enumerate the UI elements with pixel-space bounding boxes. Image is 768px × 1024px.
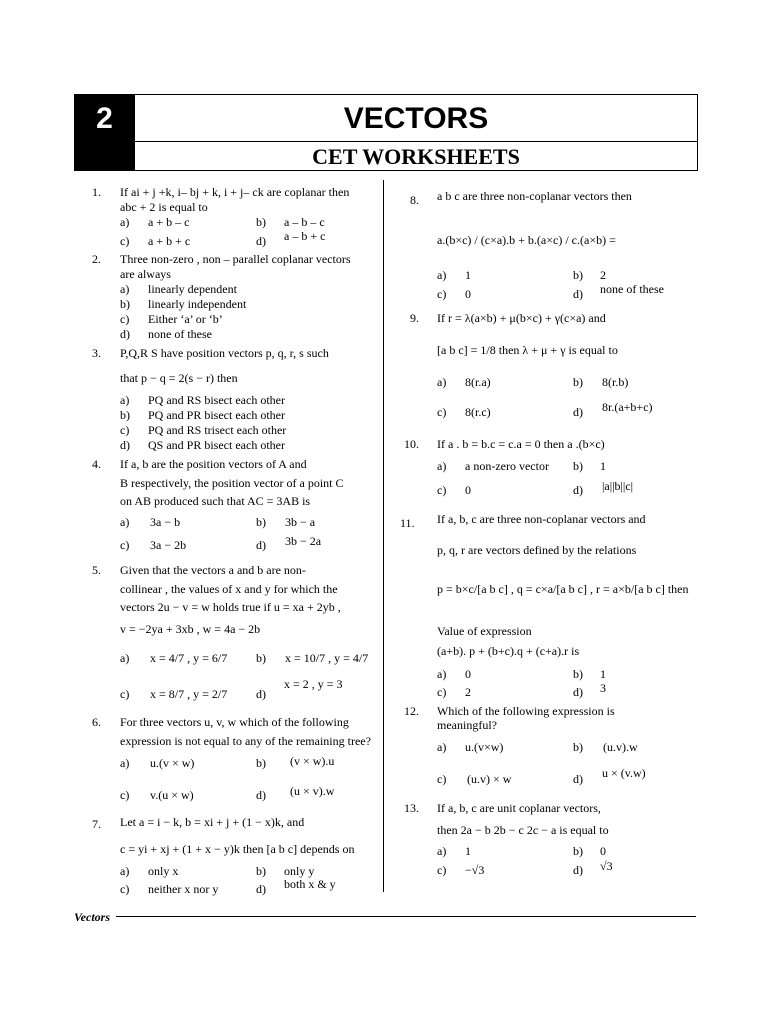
option-label: b) (573, 667, 583, 681)
question-number: 1. (92, 185, 101, 199)
option-text: Either ‘a’ or ‘b’ (148, 312, 223, 326)
question-text: If a, b are the position vectors of A and (120, 457, 307, 471)
question-number: 3. (92, 346, 101, 360)
option-label: a) (120, 393, 130, 407)
question-text: p = b×c/[a b c] , q = c×a/[a b c] , r = a×b/[a b c] then (437, 582, 689, 596)
question-text: If ai + j +k, i– bj + k, i + j– ck are coplanar then (120, 185, 350, 199)
option-label: a) (120, 864, 130, 878)
option-label: b) (256, 215, 266, 229)
option-label: d) (573, 405, 583, 419)
option-text: (u × v).w (290, 784, 335, 798)
question-text: that p − q = 2(s − r) then (120, 371, 238, 385)
option-text: a + b + c (148, 234, 191, 248)
option-text: √3 (600, 859, 613, 873)
option-label: c) (437, 483, 447, 497)
question-text: v = −2ya + 3xb , w = 4a − 2b (120, 622, 261, 636)
question-number: 12. (404, 704, 419, 718)
option-label: a) (120, 651, 130, 665)
option-text: 1 (600, 667, 606, 681)
option-label: b) (256, 651, 266, 665)
option-text: x = 2 , y = 3 (284, 677, 343, 691)
question-text: (a+b). p + (b+c).q + (c+a).r is (437, 644, 580, 658)
option-label: b) (256, 515, 266, 529)
option-label: a) (437, 375, 447, 389)
column-divider (383, 180, 384, 892)
option-label: a) (120, 215, 130, 229)
option-label: c) (437, 405, 447, 419)
option-label: c) (437, 863, 447, 877)
question-number: 7. (92, 817, 101, 831)
option-text: a – b – c (284, 215, 325, 229)
option-text: only x (148, 864, 179, 878)
question-number: 9. (410, 311, 419, 325)
option-label: d) (256, 234, 266, 248)
option-text: PQ and RS bisect each other (148, 393, 285, 407)
option-label: d) (120, 327, 130, 341)
chapter-number: 2 (96, 102, 113, 135)
option-label: b) (256, 756, 266, 770)
option-text: 1 (600, 459, 606, 473)
option-label: b) (573, 740, 583, 754)
option-label: b) (256, 864, 266, 878)
option-text: x = 10/7 , y = 4/7 (285, 651, 369, 665)
option-text: none of these (148, 327, 212, 341)
option-label: a) (120, 756, 130, 770)
option-text: QS and PR bisect each other (148, 438, 285, 452)
question-text: Which of the following expression is (437, 704, 615, 718)
option-text: 2 (465, 685, 471, 699)
question-number: 4. (92, 457, 101, 471)
question-text: Let a = i − k, b = xi + j + (1 − x)k, and (120, 815, 305, 829)
option-text: u.(v×w) (465, 740, 504, 754)
question-text: expression is not equal to any of the remaining tree? (120, 734, 371, 748)
option-label: a) (437, 667, 447, 681)
option-label: c) (120, 538, 130, 552)
option-text: 1 (465, 844, 471, 858)
option-label: b) (120, 297, 130, 311)
question-number: 10. (404, 437, 419, 451)
option-text: a non-zero vector (465, 459, 549, 473)
question-text: [a b c] = 1/8 then λ + μ + γ is equal to (437, 343, 618, 357)
option-label: c) (120, 687, 130, 701)
option-label: b) (573, 844, 583, 858)
option-label: a) (437, 268, 447, 282)
question-text: c = yi + xj + (1 + x − y)k then [a b c] depends on (120, 842, 355, 856)
option-text: −√3 (465, 863, 485, 877)
option-label: d) (256, 538, 266, 552)
option-text: 8(r.a) (465, 375, 491, 389)
question-text: If a, b, c are three non-coplanar vectors and (437, 512, 646, 526)
question-text: vectors 2u − v = w holds true if u = xa + 2yb , (120, 600, 341, 614)
option-text: 3b − 2a (285, 534, 322, 548)
option-text: neither x nor y (148, 882, 219, 896)
option-text: (u.v).w (603, 740, 638, 754)
question-text: For three vectors u, v, w which of the following (120, 715, 349, 729)
option-text: linearly dependent (148, 282, 237, 296)
question-text: p, q, r are vectors defined by the relations (437, 543, 637, 557)
option-text: PQ and RS trisect each other (148, 423, 287, 437)
question-text: If a, b, c are unit coplanar vectors, (437, 801, 601, 815)
option-text: 2 (600, 268, 606, 282)
option-text: only y (284, 864, 315, 878)
option-label: a) (437, 459, 447, 473)
option-text: linearly independent (148, 297, 247, 311)
option-text: 0 (600, 844, 606, 858)
option-text: 8(r.c) (465, 405, 491, 419)
option-text: (v × w).u (290, 754, 335, 768)
question-text: then 2a − b 2b − c 2c − a is equal to (437, 823, 609, 837)
option-label: b) (120, 408, 130, 422)
option-label: d) (256, 882, 266, 896)
option-text: 0 (465, 483, 471, 497)
option-label: d) (120, 438, 130, 452)
question-text: B respectively, the position vector of a point C (120, 476, 344, 490)
page-subtitle: CET WORKSHEETS (134, 141, 698, 171)
option-text: u × (v.w) (602, 766, 646, 780)
option-text: 3b − a (285, 515, 316, 529)
option-label: d) (573, 483, 583, 497)
question-text: If a . b = b.c = c.a = 0 then a .(b×c) (437, 437, 605, 451)
option-label: c) (120, 882, 130, 896)
option-text: 0 (465, 667, 471, 681)
option-label: a) (120, 282, 130, 296)
question-text: on AB produced such that AC = 3AB is (120, 494, 311, 508)
question-text: If r = λ(a×b) + μ(b×c) + γ(c×a) and (437, 311, 606, 325)
option-text: PQ and PR bisect each other (148, 408, 285, 422)
question-text: Three non-zero , non – parallel coplanar vectors (120, 252, 351, 266)
option-text: v.(u × w) (150, 788, 194, 802)
option-text: |a||b||c| (602, 479, 634, 493)
question-text: a b c are three non-coplanar vectors then (437, 189, 632, 203)
option-label: c) (120, 312, 130, 326)
option-label: c) (120, 234, 130, 248)
option-label: a) (120, 515, 130, 529)
question-number: 2. (92, 252, 101, 266)
option-text: 8r.(a+b+c) (602, 400, 653, 414)
page-title: VECTORS (134, 94, 698, 142)
option-label: b) (573, 459, 583, 473)
option-text: 8(r.b) (602, 375, 629, 389)
footer-rule (116, 916, 696, 917)
option-label: d) (573, 772, 583, 786)
question-number: 11. (400, 516, 415, 530)
option-text: 3 (600, 681, 606, 695)
question-text: are always (120, 267, 171, 281)
question-number: 5. (92, 563, 101, 577)
option-label: c) (120, 423, 130, 437)
option-label: d) (256, 788, 266, 802)
question-number: 13. (404, 801, 419, 815)
option-text: none of these (600, 282, 664, 296)
option-text: both x & y (284, 877, 336, 891)
option-text: 0 (465, 287, 471, 301)
question-text: meaningful? (437, 718, 497, 732)
option-label: a) (437, 740, 447, 754)
option-label: b) (573, 268, 583, 282)
option-text: a + b – c (148, 215, 190, 229)
option-label: d) (256, 687, 266, 701)
option-text: 1 (465, 268, 471, 282)
option-label: c) (437, 685, 447, 699)
question-text: abc + 2 is equal to (120, 200, 208, 214)
option-label: a) (437, 844, 447, 858)
footer-label: Vectors (74, 910, 110, 924)
option-label: c) (437, 287, 447, 301)
option-label: d) (573, 287, 583, 301)
option-text: 3a − 2b (150, 538, 187, 552)
question-text: collinear , the values of x and y for which the (120, 582, 338, 596)
question-text: Value of expression (437, 624, 532, 638)
option-text: x = 8/7 , y = 2/7 (150, 687, 228, 701)
question-text: P,Q,R S have position vectors p, q, r, s such (120, 346, 329, 360)
option-label: c) (120, 788, 130, 802)
option-label: c) (437, 772, 447, 786)
option-text: (u.v) × w (467, 772, 512, 786)
option-text: u.(v × w) (150, 756, 195, 770)
chapter-number-box (74, 94, 135, 171)
option-text: 3a − b (150, 515, 181, 529)
option-text: x = 4/7 , y = 6/7 (150, 651, 228, 665)
option-text: a – b + c (284, 229, 326, 243)
question-text: a.(b×c) / (c×a).b + b.(a×c) / c.(a×b) = (437, 233, 616, 247)
option-label: d) (573, 685, 583, 699)
question-number: 8. (410, 193, 419, 207)
option-label: d) (573, 863, 583, 877)
question-text: Given that the vectors a and b are non- (120, 563, 306, 577)
option-label: b) (573, 375, 583, 389)
question-number: 6. (92, 715, 101, 729)
